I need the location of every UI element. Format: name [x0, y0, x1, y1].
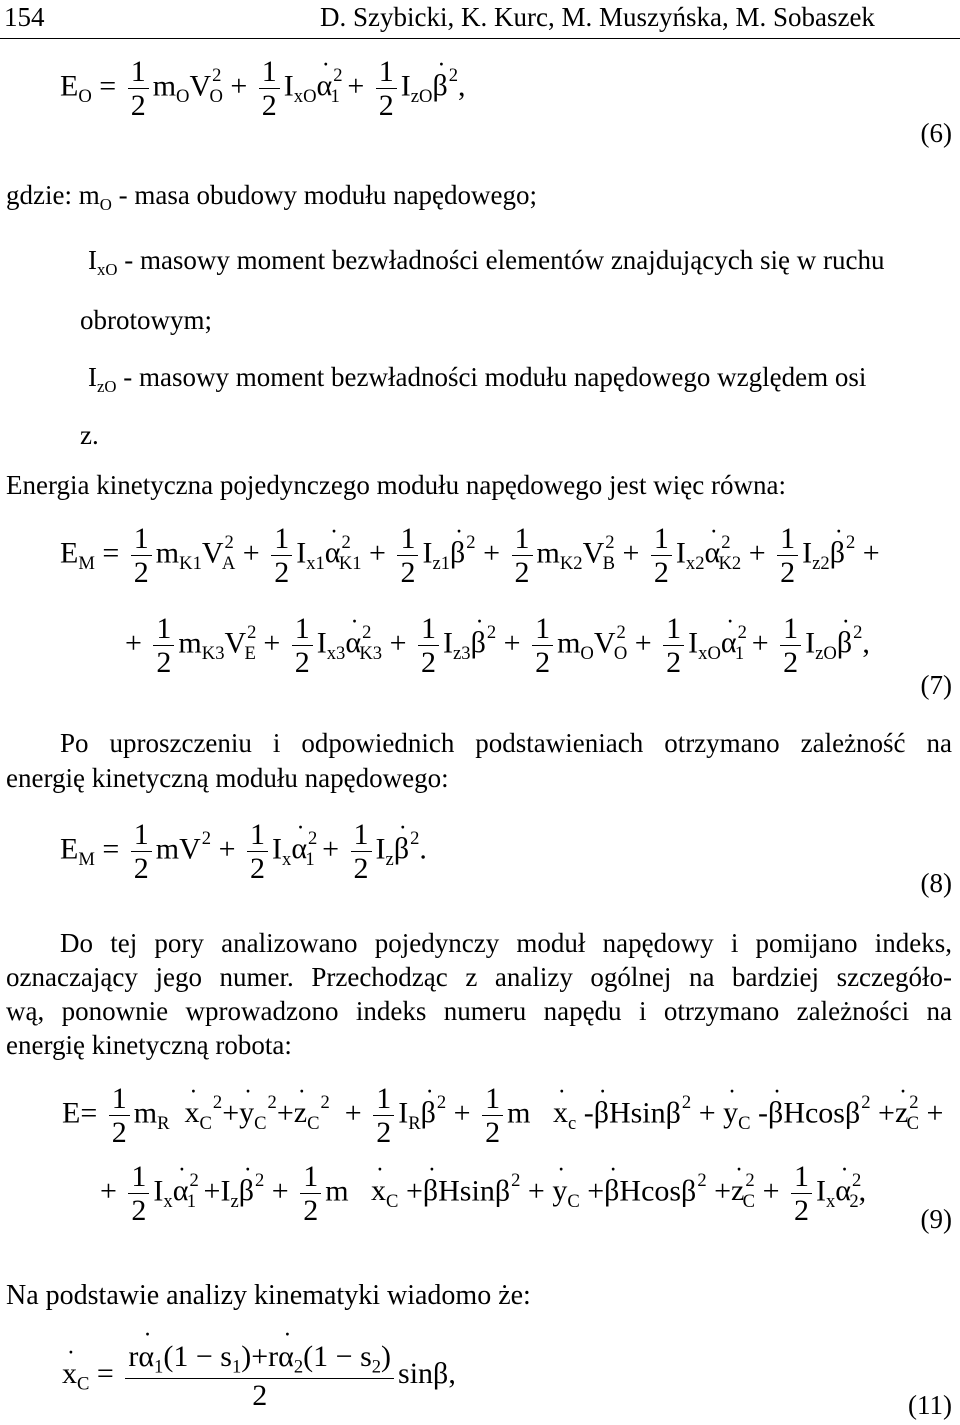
equation-9-line-1: E= $\frac{1}{2}$ $m_R$ x $˙_C^2+y$ $˙_C^2+z$ $˙_C^2$ + $\frac{1}{2}$ $I_R\beta$ ˙$^2$ + $\frac{1}{2}$ m x $˙_c$ -β ˙Hsinβ$^2$ + y $˙_C$ -β ˙Hcosβ$^2$ +z ˙$^2_C$ +	[62, 1082, 943, 1149]
paragraph-robot-line-2: oznaczający jego numer. Przechodząc z analizy ogólnej na bardziej szczegóło-	[6, 962, 952, 992]
equation-8: $E_M$ = $\frac{1}{2}$ $mV^2$ + $\frac{1}{2}$ $I_x\alpha$ ˙$^2_1$ + $\frac{1}{2}$ $I_z\beta$ ˙$^2$.	[60, 818, 427, 885]
equation-number-11: (11)	[908, 1390, 952, 1420]
header-rule	[0, 38, 960, 39]
equation-number-7: (7)	[920, 670, 952, 700]
paragraph-kinematics: Na podstawie analizy kinematyki wiadomo że:	[6, 1280, 531, 1311]
paragraph-robot-line-4: energię kinetyczną robota:	[6, 1030, 292, 1060]
paragraph-simplification-line-2: energię kinetyczną modułu napędowego:	[6, 763, 449, 793]
definition-mO: gdzie: $m_O$ - masa obudowy modułu napędowego;	[6, 180, 538, 214]
equation-number-6: (6)	[920, 118, 952, 148]
equation-7-line-2: + $\frac{1}{2}$ $m_{K3}V^2_E$ + $\frac{1}{2}$ $I_{x3}\alpha$ ˙$^2_{K3}$ + $\frac{1}{2}$ $I_{z3}\beta$ ˙$^2$ + $\frac{1}{2}$ $m_OV^2_O$ + $\frac{1}{2}$ $I_{xO}\alpha$ ˙$^2_1$ + $\frac{1}{2}$ $I_{zO}\beta$ ˙$^2$,	[125, 612, 870, 679]
equation-11: x $˙_C$ = $\frac{r\alpha ˙_1(1 - s_1)+r\alpha ˙_2(1 - s_2)}{2}$ sinβ,	[62, 1340, 456, 1412]
equation-9-line-2: + $\frac{1}{2}$ $I_x\alpha$ ˙$^2_1$ $+I_z\beta$ ˙$^2$ + $\frac{1}{2}$ m x $˙_C +\beta$ ˙Hsinβ$^2$ + y $˙_C +\beta$ ˙Hcosβ$^2$ +z ˙$^2_C$ + $\frac{1}{2}$ $I_x\alpha$ ˙$^2_2$,	[100, 1160, 866, 1227]
definition-IxO-continued: obrotowym;	[80, 305, 212, 335]
equation-number-8: (8)	[920, 868, 952, 898]
equation-number-9: (9)	[920, 1204, 952, 1234]
IxO-description: - masowy moment bezwładności elementów znajdujących się w ruchu	[124, 245, 885, 275]
paragraph-simplification-line-1: Po uproszczeniu i odpowiednich podstawieniach otrzymano zależność na	[60, 728, 952, 758]
gdzie-label: gdzie:	[6, 180, 72, 210]
equation-7-line-1: $E_M$ = $\frac{1}{2}$ $m_{K1}V^2_A$ + $\frac{1}{2}$ $I_{x1}\alpha$ ˙$^2_{K1}$ + $\frac{1}{2}$ $I_{z1}\beta$ ˙$^2$ + $\frac{1}{2}$ $m_{K2}V^2_B$ + $\frac{1}{2}$ $I_{x2}\alpha$ ˙$^2_{K2}$ + $\frac{1}{2}$ $I_{z2}\beta$ ˙$^2$ +	[60, 522, 880, 589]
definition-IzO-continued: z.	[80, 420, 99, 450]
definition-IxO: $I_{xO}$ - masowy moment bezwładności elementów znajdujących się w ruchu	[88, 245, 885, 279]
running-title: D. Szybicki, K. Kurc, M. Muszyńska, M. Sobaszek	[320, 2, 875, 32]
mO-description: - masa obudowy modułu napędowego;	[118, 180, 538, 210]
paragraph-robot-line-3: wą, ponownie wprowadzono indeks numeru napędu i otrzymano zależności na	[6, 996, 952, 1026]
definition-IzO: $I_{zO}$ - masowy moment bezwładności modułu napędowego względem osi	[88, 362, 867, 396]
page-number: 154	[4, 2, 45, 32]
paragraph-robot-line-1: Do tej pory analizowano pojedynczy moduł napędowy i pomijano indeks,	[60, 928, 952, 958]
IzO-description: - masowy moment bezwładności modułu napędowego względem osi	[123, 362, 867, 392]
equation-6: $E_O$ = $\frac{1}{2}$ $m_OV^2_O$ + $\frac{1}{2}$ $I_{xO}\alpha$ ˙$^2_1$ + $\frac{1}{2}$ $I_{zO}\beta$ ˙$^2$,	[60, 55, 466, 122]
paragraph-energy-intro: Energia kinetyczna pojedynczego modułu napędowego jest więc równa:	[6, 470, 786, 500]
